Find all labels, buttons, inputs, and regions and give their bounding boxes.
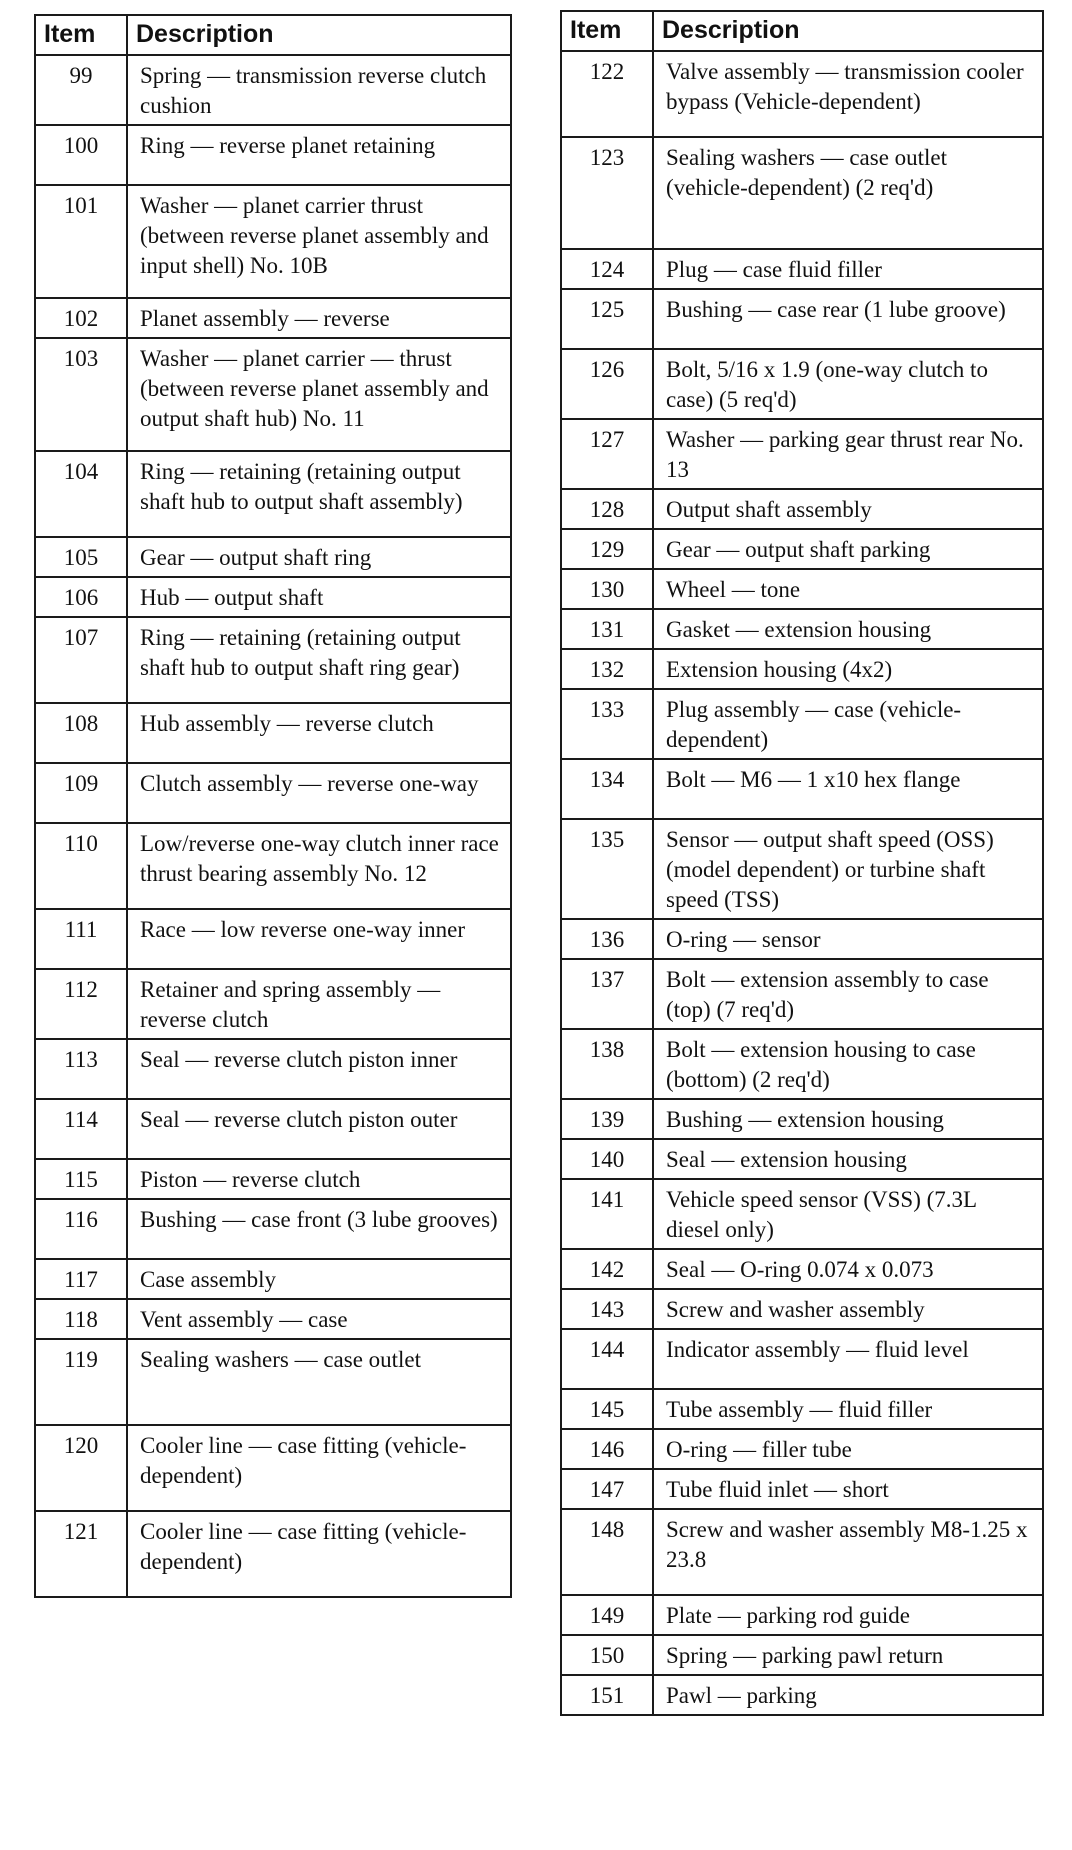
- item-number: 130: [561, 569, 653, 609]
- item-description: Seal — extension housing: [653, 1139, 1043, 1179]
- item-description: Bolt — extension assembly to case (top) (7 req'd): [653, 959, 1043, 1029]
- table-row: [561, 1469, 1043, 1509]
- table-row: [35, 909, 511, 969]
- item-number: 118: [35, 1299, 127, 1339]
- table-row: [561, 1389, 1043, 1429]
- table-row: [35, 1199, 511, 1259]
- item-number: 127: [561, 419, 653, 489]
- item-description: Plug — case fluid filler: [653, 249, 1043, 289]
- item-description: Seal — O-ring 0.074 x 0.073: [653, 1249, 1043, 1289]
- item-number: 124: [561, 249, 653, 289]
- table-row: [35, 1039, 511, 1099]
- item-description: O-ring — sensor: [653, 919, 1043, 959]
- parts-table-right: [560, 10, 1044, 1716]
- item-description: Seal — reverse clutch piston outer: [127, 1099, 511, 1159]
- table-row: [35, 1511, 511, 1597]
- table-row: [561, 819, 1043, 919]
- item-number: 137: [561, 959, 653, 1029]
- item-description: Bushing — case front (3 lube grooves): [127, 1199, 511, 1259]
- item-number: 134: [561, 759, 653, 819]
- item-description: Bolt — M6 — 1 x10 hex flange: [653, 759, 1043, 819]
- item-number: 102: [35, 298, 127, 338]
- table-row: [561, 289, 1043, 349]
- item-column-header: Item: [561, 11, 653, 51]
- header-row: [561, 11, 1043, 51]
- table-row: [561, 419, 1043, 489]
- item-number: 145: [561, 1389, 653, 1429]
- table-row: [561, 1179, 1043, 1249]
- item-number: 140: [561, 1139, 653, 1179]
- table-row: [561, 137, 1043, 249]
- item-number: 106: [35, 577, 127, 617]
- item-number: 116: [35, 1199, 127, 1259]
- table-row: [35, 823, 511, 909]
- table-row: [561, 1099, 1043, 1139]
- table-row: [561, 569, 1043, 609]
- table-row: [35, 617, 511, 703]
- item-number: 105: [35, 537, 127, 577]
- description-column-header: Description: [127, 15, 511, 55]
- table-row: [561, 1429, 1043, 1469]
- table-row: [35, 451, 511, 537]
- table-row: [561, 609, 1043, 649]
- item-column-header: Item: [35, 15, 127, 55]
- table-row: [561, 1675, 1043, 1715]
- table-row: [561, 649, 1043, 689]
- table-row: [561, 529, 1043, 569]
- item-number: 119: [35, 1339, 127, 1425]
- table-row: [561, 1139, 1043, 1179]
- item-description: Screw and washer assembly M8-1.25 x 23.8: [653, 1509, 1043, 1595]
- item-number: 136: [561, 919, 653, 959]
- table-row: [561, 1329, 1043, 1389]
- item-number: 126: [561, 349, 653, 419]
- item-number: 129: [561, 529, 653, 569]
- item-number: 146: [561, 1429, 653, 1469]
- item-number: 148: [561, 1509, 653, 1595]
- right-table-body: [561, 51, 1043, 1715]
- item-number: 110: [35, 823, 127, 909]
- item-number: 135: [561, 819, 653, 919]
- item-number: 138: [561, 1029, 653, 1099]
- item-number: 107: [35, 617, 127, 703]
- item-number: 103: [35, 338, 127, 451]
- item-number: 150: [561, 1635, 653, 1675]
- table-row: [35, 1259, 511, 1299]
- item-number: 117: [35, 1259, 127, 1299]
- item-number: 120: [35, 1425, 127, 1511]
- item-number: 144: [561, 1329, 653, 1389]
- item-description: Washer — planet carrier thrust (between reverse planet assembly and input shell) No. 10B: [127, 185, 511, 298]
- table-row: [561, 349, 1043, 419]
- table-row: [35, 1425, 511, 1511]
- left-table-body: [35, 55, 511, 1597]
- item-description: Plate — parking rod guide: [653, 1595, 1043, 1635]
- table-row: [561, 1595, 1043, 1635]
- item-description: Vent assembly — case: [127, 1299, 511, 1339]
- item-description: Planet assembly — reverse: [127, 298, 511, 338]
- item-number: 139: [561, 1099, 653, 1139]
- item-description: Bushing — case rear (1 lube groove): [653, 289, 1043, 349]
- table-row: [35, 763, 511, 823]
- item-description: Retainer and spring assembly — reverse clutch: [127, 969, 511, 1039]
- table-row: [35, 1339, 511, 1425]
- item-number: 143: [561, 1289, 653, 1329]
- item-number: 100: [35, 125, 127, 185]
- item-number: 147: [561, 1469, 653, 1509]
- item-description: Indicator assembly — fluid level: [653, 1329, 1043, 1389]
- item-number: 128: [561, 489, 653, 529]
- item-number: 131: [561, 609, 653, 649]
- item-number: 123: [561, 137, 653, 249]
- item-description: Pawl — parking: [653, 1675, 1043, 1715]
- item-number: 109: [35, 763, 127, 823]
- item-number: 115: [35, 1159, 127, 1199]
- item-description: Gasket — extension housing: [653, 609, 1043, 649]
- table-row: [561, 959, 1043, 1029]
- item-number: 141: [561, 1179, 653, 1249]
- item-number: 99: [35, 55, 127, 125]
- item-description: Gear — output shaft ring: [127, 537, 511, 577]
- table-row: [35, 969, 511, 1039]
- table-row: [561, 759, 1043, 819]
- item-description: Piston — reverse clutch: [127, 1159, 511, 1199]
- item-description: Seal — reverse clutch piston inner: [127, 1039, 511, 1099]
- item-description: Sealing washers — case outlet: [127, 1339, 511, 1425]
- item-description: Tube assembly — fluid filler: [653, 1389, 1043, 1429]
- item-description: Spring — parking pawl return: [653, 1635, 1043, 1675]
- item-number: 122: [561, 51, 653, 137]
- item-description: Hub — output shaft: [127, 577, 511, 617]
- table-row: [561, 1249, 1043, 1289]
- table-row: [561, 1289, 1043, 1329]
- item-description: Ring — retaining (retaining output shaft hub to output shaft ring gear): [127, 617, 511, 703]
- table-row: [35, 1099, 511, 1159]
- item-number: 121: [35, 1511, 127, 1597]
- item-description: Cooler line — case fitting (vehicle-dependent): [127, 1511, 511, 1597]
- item-description: Sensor — output shaft speed (OSS) (model dependent) or turbine shaft speed (TSS): [653, 819, 1043, 919]
- item-description: Bolt — extension housing to case (bottom) (2 req'd): [653, 1029, 1043, 1099]
- item-description: Cooler line — case fitting (vehicle-dependent): [127, 1425, 511, 1511]
- table-row: [35, 185, 511, 298]
- item-description: Washer — parking gear thrust rear No. 13: [653, 419, 1043, 489]
- item-number: 149: [561, 1595, 653, 1635]
- table-row: [561, 1635, 1043, 1675]
- item-number: 112: [35, 969, 127, 1039]
- item-description: Spring — transmission reverse clutch cushion: [127, 55, 511, 125]
- item-description: Screw and washer assembly: [653, 1289, 1043, 1329]
- table-row: [35, 703, 511, 763]
- item-number: 125: [561, 289, 653, 349]
- description-column-header: Description: [653, 11, 1043, 51]
- item-description: Plug assembly — case (vehicle-dependent): [653, 689, 1043, 759]
- item-description: Output shaft assembly: [653, 489, 1043, 529]
- table-row: [35, 298, 511, 338]
- item-description: Sealing washers — case outlet (vehicle-dependent) (2 req'd): [653, 137, 1043, 249]
- item-description: Gear — output shaft parking: [653, 529, 1043, 569]
- table-row: [35, 1299, 511, 1339]
- item-description: Clutch assembly — reverse one-way: [127, 763, 511, 823]
- table-row: [35, 55, 511, 125]
- table-row: [561, 689, 1043, 759]
- table-row: [35, 1159, 511, 1199]
- table-row: [561, 1509, 1043, 1595]
- item-description: Ring — reverse planet retaining: [127, 125, 511, 185]
- item-description: Tube fluid inlet — short: [653, 1469, 1043, 1509]
- item-number: 113: [35, 1039, 127, 1099]
- item-description: Valve assembly — transmission cooler bypass (Vehicle-dependent): [653, 51, 1043, 137]
- item-description: O-ring — filler tube: [653, 1429, 1043, 1469]
- table-row: [35, 537, 511, 577]
- item-description: Low/reverse one-way clutch inner race thrust bearing assembly No. 12: [127, 823, 511, 909]
- item-description: Washer — planet carrier — thrust (between reverse planet assembly and output shaft hub) No. 11: [127, 338, 511, 451]
- item-description: Case assembly: [127, 1259, 511, 1299]
- item-number: 104: [35, 451, 127, 537]
- item-description: Bolt, 5/16 x 1.9 (one-way clutch to case) (5 req'd): [653, 349, 1043, 419]
- item-number: 114: [35, 1099, 127, 1159]
- table-row: [561, 51, 1043, 137]
- item-description: Bushing — extension housing: [653, 1099, 1043, 1139]
- item-number: 151: [561, 1675, 653, 1715]
- header-row: [35, 15, 511, 55]
- item-number: 132: [561, 649, 653, 689]
- table-row: [561, 489, 1043, 529]
- table-row: [561, 919, 1043, 959]
- item-description: Wheel — tone: [653, 569, 1043, 609]
- table-row: [35, 577, 511, 617]
- item-number: 111: [35, 909, 127, 969]
- item-number: 108: [35, 703, 127, 763]
- item-description: Hub assembly — reverse clutch: [127, 703, 511, 763]
- table-row: [35, 338, 511, 451]
- item-number: 101: [35, 185, 127, 298]
- table-row: [561, 249, 1043, 289]
- table-row: [35, 125, 511, 185]
- item-description: Ring — retaining (retaining output shaft hub to output shaft assembly): [127, 451, 511, 537]
- table-row: [561, 1029, 1043, 1099]
- parts-table-left: [34, 14, 512, 1598]
- item-description: Extension housing (4x2): [653, 649, 1043, 689]
- item-number: 142: [561, 1249, 653, 1289]
- item-number: 133: [561, 689, 653, 759]
- item-description: Vehicle speed sensor (VSS) (7.3L diesel only): [653, 1179, 1043, 1249]
- item-description: Race — low reverse one-way inner: [127, 909, 511, 969]
